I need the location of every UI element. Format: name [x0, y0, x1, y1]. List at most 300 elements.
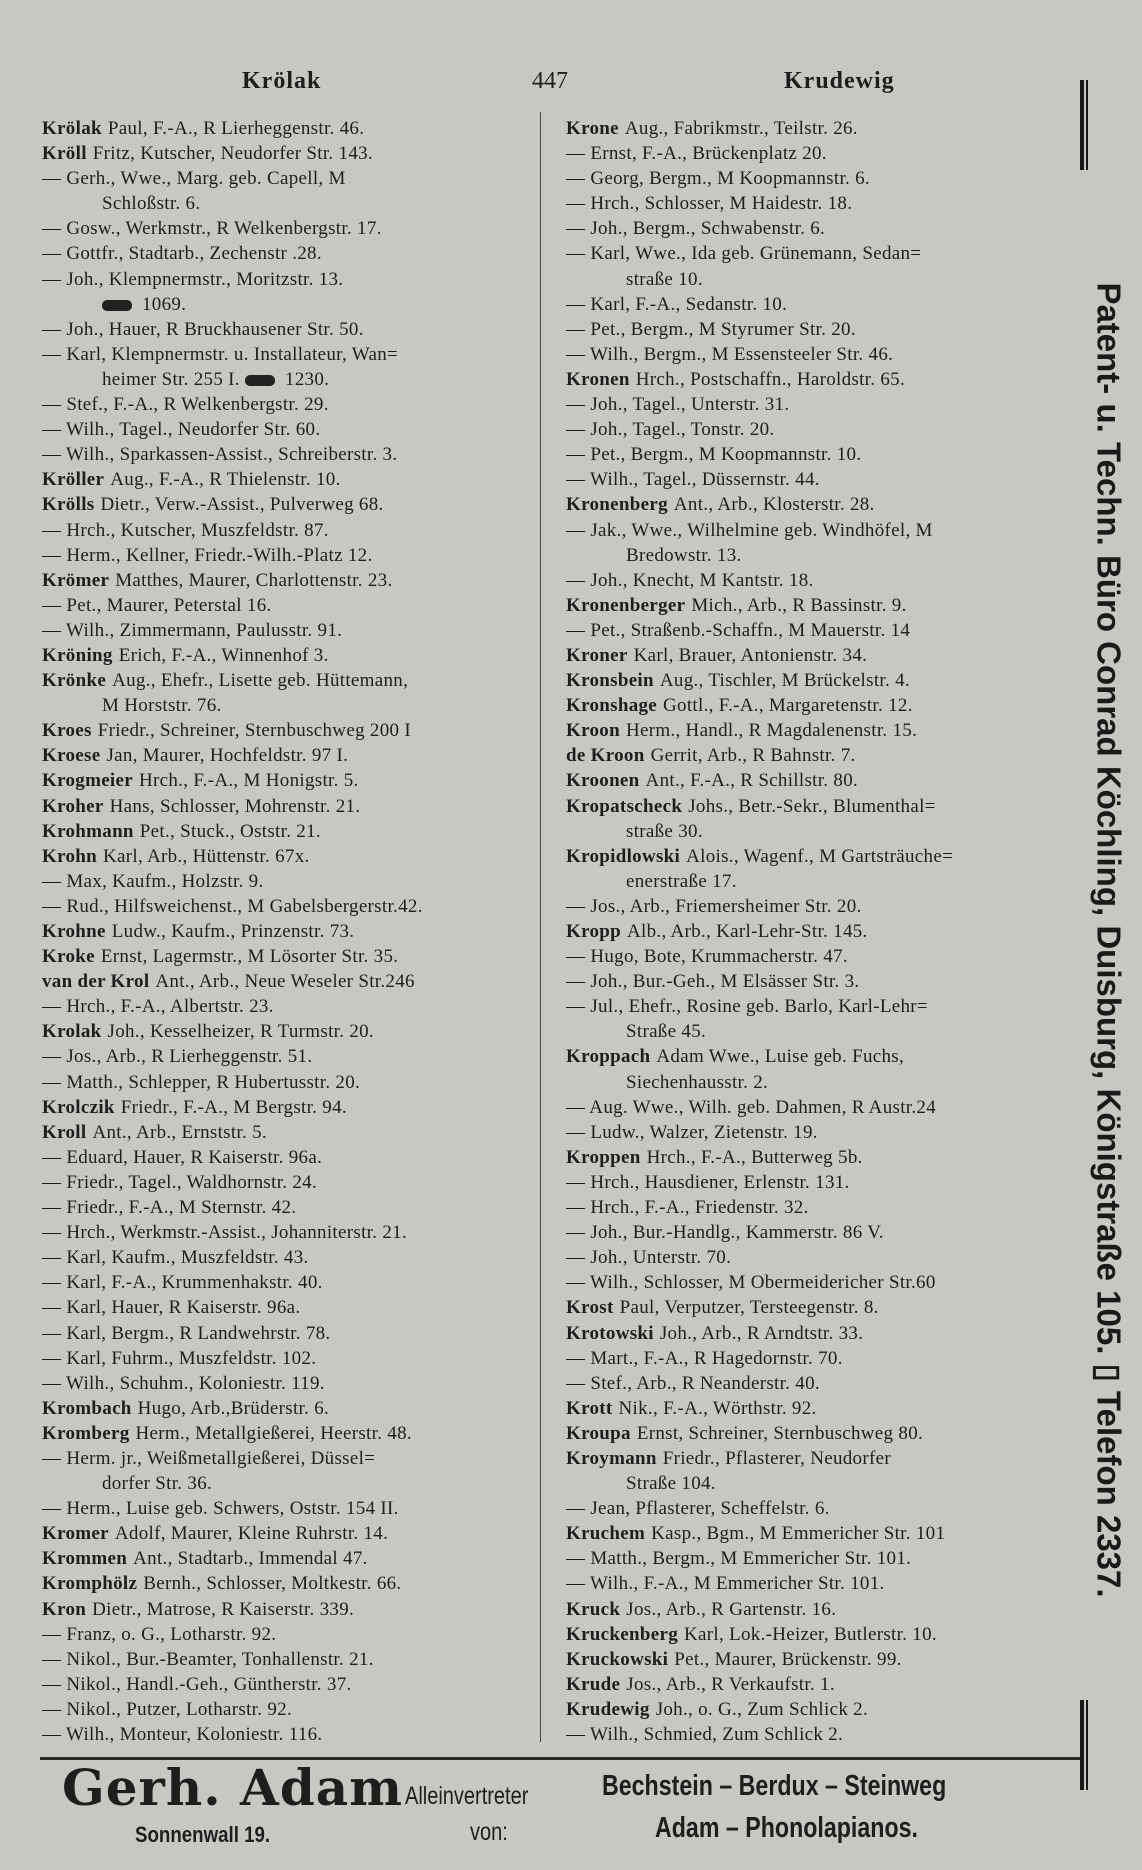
- entry-details: — Joh., Hauer, R Bruckhausener Str. 50.: [42, 318, 364, 340]
- entry-continuation: [42, 367, 540, 392]
- directory-subentry: [42, 1044, 540, 1069]
- phone-number: 1069.: [142, 293, 187, 315]
- directory-subentry: [42, 1270, 540, 1295]
- directory-subentry: [42, 1672, 540, 1697]
- entry-details: — Jos., Arb., Friemersheimer Str. 20.: [566, 895, 862, 917]
- directory-entry: [566, 1295, 1071, 1320]
- entry-details: — Gottfr., Stadtarb., Zechenstr .28.: [42, 243, 322, 265]
- surname: Kroon: [566, 720, 620, 742]
- entry-details: Karl, Brauer, Antonienstr. 34.: [633, 644, 868, 666]
- surname: Krolak: [42, 1021, 102, 1043]
- entry-details: — Matth., Schlepper, R Hubertusstr. 20.: [42, 1071, 361, 1093]
- entry-details: Straße 45.: [626, 1021, 707, 1043]
- directory-subentry: [42, 518, 540, 543]
- directory-subentry: [42, 267, 540, 292]
- directory-subentry: [42, 392, 540, 417]
- surname: Kroes: [42, 720, 92, 742]
- entry-details: Alois., Wagenf., M Gartsträuche=: [686, 845, 954, 867]
- entry-details: Bernh., Schlosser, Moltkestr. 66.: [143, 1573, 402, 1595]
- directory-subentry: [42, 618, 540, 643]
- entry-details: — Karl, Fuhrm., Muszfeldstr. 102.: [42, 1347, 317, 1369]
- directory-entry: [566, 794, 1071, 819]
- entry-details: — Wilh., Zimmermann, Paulusstr. 91.: [42, 619, 343, 641]
- entry-details: Aug., Tischler, M Brückelstr. 4.: [659, 670, 910, 692]
- directory-entry: [42, 969, 540, 994]
- entry-details: Nik., F.-A., Wörthstr. 92.: [618, 1397, 817, 1419]
- entry-continuation: [566, 1471, 1071, 1496]
- directory-entry: [42, 116, 540, 141]
- directory-subentry: [566, 1095, 1071, 1120]
- side-ad-text: Patent- u. Techn. Büro Conrad Köchling, Duisburg, Königstraße 105. ▯ Telefon 2337.: [1090, 282, 1128, 1598]
- directory-subentry: [42, 216, 540, 241]
- column-divider: [540, 112, 541, 1742]
- entry-continuation: [566, 869, 1071, 894]
- directory-entry: [566, 1396, 1071, 1421]
- entry-details: — Gerh., Wwe., Marg. geb. Capell, M: [42, 168, 346, 190]
- telephone-icon: [102, 300, 132, 311]
- entry-details: — Jak., Wwe., Wilhelmine geb. Windhöfel, M: [566, 519, 933, 541]
- directory-subentry: [566, 1371, 1071, 1396]
- surname: Kruchem: [566, 1523, 646, 1545]
- directory-entry: [42, 1521, 540, 1546]
- entry-details: Gerrit, Arb., R Bahnstr. 7.: [650, 745, 856, 767]
- entry-details: Pet., Maurer, Brückenstr. 99.: [674, 1648, 902, 1670]
- surname: Kroupa: [566, 1422, 631, 1444]
- surname: Krotowski: [566, 1322, 654, 1344]
- directory-subentry: [42, 1722, 540, 1747]
- directory-entry: [566, 768, 1071, 793]
- directory-subentry: [566, 166, 1071, 191]
- entry-details: — Gosw., Werkmstr., R Welkenbergstr. 17.: [42, 218, 382, 240]
- entry-details: — Karl, Klempnermstr. u. Installateur, Wan=: [42, 343, 399, 365]
- surname: Krönke: [42, 670, 107, 692]
- entry-details: Ernst, Lagermstr., M Lösorter Str. 35.: [100, 946, 399, 968]
- entry-details: — Wilh., F.-A., M Emmericher Str. 101.: [566, 1573, 885, 1595]
- entry-details: — Hrch., Werkmstr.-Assist., Johanniterstr. 21.: [42, 1222, 407, 1244]
- entry-details: Adolf, Maurer, Kleine Ruhrstr. 14.: [114, 1523, 389, 1545]
- entry-details: Hugo, Arb.,Brüderstr. 6.: [137, 1397, 330, 1419]
- entry-details: — Jean, Pflasterer, Scheffelstr. 6.: [566, 1498, 830, 1520]
- entry-details: Jos., Arb., R Verkaufstr. 1.: [626, 1673, 835, 1695]
- directory-subentry: [42, 417, 540, 442]
- surname: Kronshage: [566, 695, 658, 717]
- surname: Kröll: [42, 143, 87, 165]
- entry-details: Hrch., F.-A., Butterweg 5b.: [646, 1146, 863, 1168]
- directory-entry: [42, 1095, 540, 1120]
- entry-details: — Herm. jr., Weißmetallgießerei, Düssel=: [42, 1447, 376, 1469]
- directory-subentry: [42, 1496, 540, 1521]
- entry-details: straße 10.: [626, 268, 703, 290]
- directory-subentry: [566, 1270, 1071, 1295]
- surname: Krömer: [42, 569, 110, 591]
- directory-entry: [566, 1044, 1071, 1069]
- entry-details: — Jul., Ehefr., Rosine geb. Barlo, Karl-Lehr=: [566, 996, 928, 1018]
- entry-details: — Wilh., Tagel., Düssernstr. 44.: [566, 469, 820, 491]
- directory-subentry: [566, 1571, 1071, 1596]
- entry-details: Jan, Maurer, Hochfeldstr. 97 I.: [106, 745, 349, 767]
- surname: de Kroon: [566, 745, 645, 767]
- directory-entry: [42, 1120, 540, 1145]
- directory-subentry: [42, 1245, 540, 1270]
- entry-details: — Wilh., Monteur, Koloniestr. 116.: [42, 1724, 323, 1745]
- directory-subentry: [566, 1496, 1071, 1521]
- directory-subentry: [566, 392, 1071, 417]
- entry-details: — Pet., Bergm., M Koopmannstr. 10.: [566, 444, 862, 466]
- surname: Kroll: [42, 1121, 87, 1143]
- entry-details: — Wilh., Tagel., Neudorfer Str. 60.: [42, 419, 321, 441]
- entry-details: — Pet., Bergm., M Styrumer Str. 20.: [566, 318, 856, 340]
- surname: Kroher: [42, 795, 104, 817]
- entry-details: — Nikol., Putzer, Lotharstr. 92.: [42, 1698, 293, 1720]
- entry-details: Fritz, Kutscher, Neudorfer Str. 143.: [92, 143, 373, 165]
- entry-details: dorfer Str. 36.: [102, 1473, 213, 1495]
- directory-subentry: [566, 191, 1071, 216]
- directory-entry: [42, 141, 540, 166]
- surname: Kröller: [42, 469, 105, 491]
- entry-details: Friedr., F.-A., M Bergstr. 94.: [120, 1096, 347, 1118]
- directory-subentry: [566, 1245, 1071, 1270]
- directory-entry: [42, 743, 540, 768]
- directory-subentry: [42, 1647, 540, 1672]
- entry-details: — Max, Kaufm., Holzstr. 9.: [42, 870, 264, 892]
- directory-subentry: [566, 442, 1071, 467]
- entry-details: Paul, Verputzer, Tersteegenstr. 8.: [619, 1297, 879, 1319]
- entry-details: — Joh., Unterstr. 70.: [566, 1247, 732, 1269]
- entry-details: — Karl, Bergm., R Landwehrstr. 78.: [42, 1322, 331, 1344]
- directory-subentry: [42, 342, 540, 367]
- entry-details: — Ludw., Walzer, Zietenstr. 19.: [566, 1121, 818, 1143]
- entry-details: Herm., Metallgießerei, Heerstr. 48.: [135, 1422, 412, 1444]
- directory-entry: [42, 844, 540, 869]
- directory-subentry: [566, 241, 1071, 266]
- directory-entry: [566, 1521, 1071, 1546]
- phone-number: 1230.: [284, 368, 330, 390]
- side-rule: [1080, 1700, 1084, 1790]
- entry-details: — Hrch., Hausdiener, Erlenstr. 131.: [566, 1171, 850, 1193]
- ad-label-2: von:: [470, 1818, 508, 1846]
- entry-details: — Hugo, Bote, Krummacherstr. 47.: [566, 946, 848, 968]
- entry-details: — Wilh., Schmied, Zum Schlick 2.: [566, 1724, 844, 1745]
- surname: Kroymann: [566, 1447, 657, 1469]
- entry-continuation: [566, 819, 1071, 844]
- entry-details: Gottl., F.-A., Margaretenstr. 12.: [663, 695, 913, 717]
- directory-entry: [42, 1396, 540, 1421]
- entry-details: Hans, Schlosser, Mohrenstr. 21.: [109, 795, 361, 817]
- entry-continuation: [566, 1070, 1071, 1095]
- entry-details: Hrch., Postschaffn., Haroldstr. 65.: [635, 368, 906, 390]
- entry-details: — Wilh., Schuhm., Koloniestr. 119.: [42, 1372, 325, 1394]
- ad-brands-1: Bechstein – Berdux – Steinweg: [602, 1770, 947, 1802]
- entry-details: — Karl, F.-A., Sedanstr. 10.: [566, 293, 788, 315]
- directory-subentry: [42, 317, 540, 342]
- directory-entry: [566, 643, 1071, 668]
- surname: Kroke: [42, 946, 95, 968]
- entry-details: — Hrch., Schlosser, M Haidestr. 18.: [566, 193, 853, 215]
- side-advertisement: [1084, 180, 1134, 1700]
- directory-subentry: [42, 1697, 540, 1722]
- entry-details: — Nikol., Bur.-Beamter, Tonhallenstr. 21.: [42, 1648, 374, 1670]
- entry-details: Ludw., Kaufm., Prinzenstr. 73.: [111, 921, 355, 942]
- directory-entry: [566, 693, 1071, 718]
- surname: Kruckenberg: [566, 1623, 679, 1645]
- directory-subentry: [42, 1321, 540, 1346]
- surname: Kronen: [566, 368, 630, 390]
- entry-details: Johs., Betr.-Sekr., Blumenthal=: [688, 795, 936, 817]
- entry-details: — Karl, Wwe., Ida geb. Grünemann, Sedan=: [566, 243, 922, 265]
- surname: Kromphölz: [42, 1573, 138, 1595]
- surname: Krommen: [42, 1548, 128, 1570]
- directory-entry: [42, 794, 540, 819]
- entry-details: — Hrch., F.-A., Friedenstr. 32.: [566, 1197, 809, 1219]
- entry-details: — Matth., Bergm., M Emmericher Str. 101.: [566, 1548, 912, 1570]
- directory-subentry: [42, 1622, 540, 1647]
- entry-details: — Joh., Bergm., Schwabenstr. 6.: [566, 218, 826, 240]
- entry-details: — Pet., Maurer, Peterstal 16.: [42, 594, 272, 616]
- directory-entry: [566, 743, 1071, 768]
- directory-entry: [566, 718, 1071, 743]
- surname: Kropatscheck: [566, 795, 683, 817]
- directory-entry: [566, 1647, 1071, 1672]
- entry-continuation: [42, 292, 540, 317]
- surname: Kroese: [42, 745, 101, 767]
- entry-details: Friedr., Pflasterer, Neudorfer: [662, 1447, 891, 1469]
- surname: Krölls: [42, 494, 95, 516]
- directory-subentry: [42, 593, 540, 618]
- directory-subentry: [566, 292, 1071, 317]
- directory-entry: [42, 492, 540, 517]
- surname: Krölak: [42, 118, 102, 139]
- ad-brands-2: Adam – Phonolapianos.: [655, 1812, 918, 1844]
- entry-details: Matthes, Maurer, Charlottenstr. 23.: [115, 569, 393, 591]
- directory-subentry: [42, 1145, 540, 1170]
- directory-subentry: [566, 1170, 1071, 1195]
- surname: Kruckowski: [566, 1648, 669, 1670]
- entry-details: Ernst, Schreiner, Sternbuschweg 80.: [636, 1422, 924, 1444]
- directory-subentry: [42, 869, 540, 894]
- directory-subentry: [566, 969, 1071, 994]
- entry-details: — Aug. Wwe., Wilh. geb. Dahmen, R Austr.24: [566, 1096, 936, 1118]
- entry-details: Erich, F.-A., Winnenhof 3.: [118, 644, 329, 666]
- entry-details: — Joh., Knecht, M Kantstr. 18.: [566, 569, 814, 591]
- directory-entry: [42, 1571, 540, 1596]
- surname: Kroppen: [566, 1146, 641, 1168]
- entry-details: — Wilh., Bergm., M Essensteeler Str. 46.: [566, 343, 894, 365]
- entry-details: Aug., Fabrikmstr., Teilstr. 26.: [624, 118, 858, 139]
- entry-details: — Joh., Tagel., Tonstr. 20.: [566, 419, 775, 441]
- entry-details: — Hrch., Kutscher, Muszfeldstr. 87.: [42, 519, 329, 541]
- directory-subentry: [42, 442, 540, 467]
- entry-details: M Horststr. 76.: [102, 695, 222, 717]
- entry-details: — Stef., Arb., R Neanderstr. 40.: [566, 1372, 820, 1394]
- entry-details: Kasp., Bgm., M Emmericher Str. 101: [651, 1523, 946, 1545]
- directory-subentry: [566, 417, 1071, 442]
- right-column: [566, 116, 1071, 1747]
- surname: Krude: [566, 1673, 621, 1695]
- directory-subentry: [42, 1220, 540, 1245]
- entry-details: Dietr., Verw.-Assist., Pulverweg 68.: [100, 494, 384, 516]
- entry-details: Karl, Lok.-Heizer, Butlerstr. 10.: [684, 1623, 937, 1645]
- left-column: [42, 116, 540, 1747]
- surname: Krombach: [42, 1397, 132, 1419]
- entry-details: Joh., o. G., Zum Schlick 2.: [655, 1698, 869, 1720]
- running-head-right: Krudewig: [784, 68, 895, 94]
- directory-subentry: [42, 994, 540, 1019]
- entry-details: — Karl, F.-A., Krummenhakstr. 40.: [42, 1272, 323, 1294]
- side-rule: [1086, 1700, 1088, 1790]
- entry-details: — Wilh., Schlosser, M Obermeidericher Str.60: [566, 1272, 936, 1294]
- directory-subentry: [566, 894, 1071, 919]
- entry-details: Mich., Arb., R Bassinstr. 9.: [691, 594, 907, 616]
- entry-details: — Georg, Bergm., M Koopmannstr. 6.: [566, 168, 870, 190]
- directory-subentry: [566, 1722, 1071, 1747]
- directory-subentry: [566, 317, 1071, 342]
- directory-subentry: [42, 1295, 540, 1320]
- directory-subentry: [566, 568, 1071, 593]
- directory-subentry: [42, 166, 540, 191]
- surname: Kroner: [566, 644, 628, 666]
- entry-details: Alb., Arb., Karl-Lehr-Str. 145.: [627, 921, 868, 942]
- surname: Krudewig: [566, 1698, 650, 1720]
- side-rule: [1080, 80, 1084, 170]
- directory-subentry: [566, 1195, 1071, 1220]
- entry-details: Jos., Arb., R Gartenstr. 16.: [626, 1598, 837, 1620]
- running-head-left: Krölak: [242, 68, 322, 94]
- entry-details: Karl, Arb., Hüttenstr. 67x.: [103, 845, 310, 867]
- surname: Kropp: [566, 921, 622, 942]
- directory-subentry: [566, 467, 1071, 492]
- directory-entry: [42, 1019, 540, 1044]
- entry-details: Ant., Arb., Ernststr. 5.: [92, 1121, 267, 1143]
- entry-details: Ant., Stadtarb., Immendal 47.: [133, 1548, 368, 1570]
- directory-subentry: [566, 994, 1071, 1019]
- directory-entry: [42, 718, 540, 743]
- directory-entry: [566, 1597, 1071, 1622]
- entry-details: — Nikol., Handl.-Geh., Güntherstr. 37.: [42, 1673, 352, 1695]
- page-number: 447: [532, 68, 568, 94]
- directory-entry: [566, 1321, 1071, 1346]
- entry-details: Bredowstr. 13.: [626, 544, 742, 566]
- surname: Kronenberg: [566, 494, 668, 516]
- entry-details: Straße 104.: [626, 1473, 716, 1495]
- entry-details: Schloßstr. 6.: [102, 193, 201, 215]
- entry-details: Adam Wwe., Luise geb. Fuchs,: [656, 1046, 905, 1068]
- entry-details: enerstraße 17.: [626, 870, 737, 892]
- entry-details: Hrch., F.-A., M Honigstr. 5.: [138, 770, 359, 792]
- directory-entry: [566, 844, 1071, 869]
- entry-continuation: [566, 543, 1071, 568]
- entry-details: — Karl, Kaufm., Muszfeldstr. 43.: [42, 1247, 309, 1269]
- directory-subentry: [42, 1446, 540, 1471]
- directory-entry: [566, 1672, 1071, 1697]
- entry-details: straße 30.: [626, 820, 703, 842]
- entry-details: — Herm., Luise geb. Schwers, Oststr. 154 II.: [42, 1498, 399, 1520]
- entry-details: — Joh., Tagel., Unterstr. 31.: [566, 394, 790, 416]
- entry-details: Siechenhausstr. 2.: [626, 1071, 769, 1093]
- directory-entry: [42, 768, 540, 793]
- entry-details: Friedr., Schreiner, Sternbuschweg 200 I: [97, 720, 411, 742]
- directory-subentry: [42, 241, 540, 266]
- directory-entry: [42, 819, 540, 844]
- directory-entry: [42, 568, 540, 593]
- entry-details: Paul, F.-A., R Lierheggenstr. 46.: [107, 118, 365, 139]
- surname: Kron: [42, 1598, 87, 1620]
- entry-details: Ant., F.-A., R Schillstr. 80.: [645, 770, 859, 792]
- directory-entry: [566, 919, 1071, 944]
- directory-subentry: [42, 1170, 540, 1195]
- surname: Krohne: [42, 921, 106, 942]
- directory-subentry: [566, 618, 1071, 643]
- directory-entry: [566, 1622, 1071, 1647]
- entry-details: — Mart., F.-A., R Hagedornstr. 70.: [566, 1347, 843, 1369]
- entry-details: — Jos., Arb., R Lierheggenstr. 51.: [42, 1046, 313, 1068]
- entry-details: — Franz, o. G., Lotharstr. 92.: [42, 1623, 277, 1645]
- entry-details: Pet., Stuck., Oststr. 21.: [139, 820, 321, 842]
- entry-details: Aug., F.-A., R Thielenstr. 10.: [110, 469, 341, 491]
- entry-details: heimer Str. 255 I.: [102, 368, 240, 390]
- directory-subentry: [566, 1346, 1071, 1371]
- directory-entry: [566, 116, 1071, 141]
- directory-subentry: [566, 518, 1071, 543]
- surname: Krogmeier: [42, 770, 133, 792]
- directory-subentry: [42, 543, 540, 568]
- entry-details: — Pet., Straßenb.-Schaffn., M Mauerstr. 14: [566, 619, 911, 641]
- surname: Krohn: [42, 845, 98, 867]
- entry-details: — Joh., Bur.-Handlg., Kammerstr. 86 V.: [566, 1222, 884, 1244]
- entry-details: — Joh., Klempnermstr., Moritzstr. 13.: [42, 268, 344, 290]
- directory-subentry: [42, 1195, 540, 1220]
- entry-continuation: [566, 267, 1071, 292]
- entry-details: — Joh., Bur.-Geh., M Elsässer Str. 3.: [566, 971, 860, 993]
- surname: Kronsbein: [566, 670, 654, 692]
- directory-entry: [42, 944, 540, 969]
- entry-details: Ant., Arb., Neue Weseler Str.246: [155, 971, 415, 993]
- directory-entry: [566, 668, 1071, 693]
- surname: Kropidlowski: [566, 845, 681, 867]
- surname: Krott: [566, 1397, 613, 1419]
- entry-continuation: [42, 693, 540, 718]
- directory-subentry: [42, 1371, 540, 1396]
- entry-details: — Karl, Hauer, R Kaiserstr. 96a.: [42, 1297, 301, 1319]
- surname: Kromer: [42, 1523, 109, 1545]
- directory-entry: [566, 1446, 1071, 1471]
- directory-subentry: [42, 1346, 540, 1371]
- entry-continuation: [42, 1471, 540, 1496]
- directory-subentry: [566, 342, 1071, 367]
- surname: Krone: [566, 118, 619, 139]
- directory-subentry: [566, 1120, 1071, 1145]
- ad-label-1: Alleinvertreter: [405, 1782, 529, 1810]
- directory-entry: [566, 1421, 1071, 1446]
- surname: Krost: [566, 1297, 614, 1319]
- directory-subentry: [566, 216, 1071, 241]
- directory-subentry: [566, 944, 1071, 969]
- entry-details: — Friedr., Tagel., Waldhornstr. 24.: [42, 1171, 318, 1193]
- directory-entry: [42, 1546, 540, 1571]
- entry-details: — Ernst, F.-A., Brückenplatz 20.: [566, 143, 827, 165]
- surname: Kröning: [42, 644, 113, 666]
- surname: Kronenberger: [566, 594, 686, 616]
- entry-details: Herm., Handl., R Magdalenenstr. 15.: [625, 720, 918, 742]
- entry-details: — Eduard, Hauer, R Kaiserstr. 96a.: [42, 1146, 323, 1168]
- entry-details: — Rud., Hilfsweichenst., M Gabelsbergerstr.42.: [42, 895, 423, 917]
- surname: Kruck: [566, 1598, 621, 1620]
- ad-address: Sonnenwall 19.: [135, 1822, 271, 1847]
- entry-details: — Wilh., Sparkassen-Assist., Schreiberstr. 3.: [42, 444, 398, 466]
- directory-subentry: [42, 1070, 540, 1095]
- entry-continuation: [42, 191, 540, 216]
- directory-entry: [42, 668, 540, 693]
- side-rule: [1086, 80, 1088, 170]
